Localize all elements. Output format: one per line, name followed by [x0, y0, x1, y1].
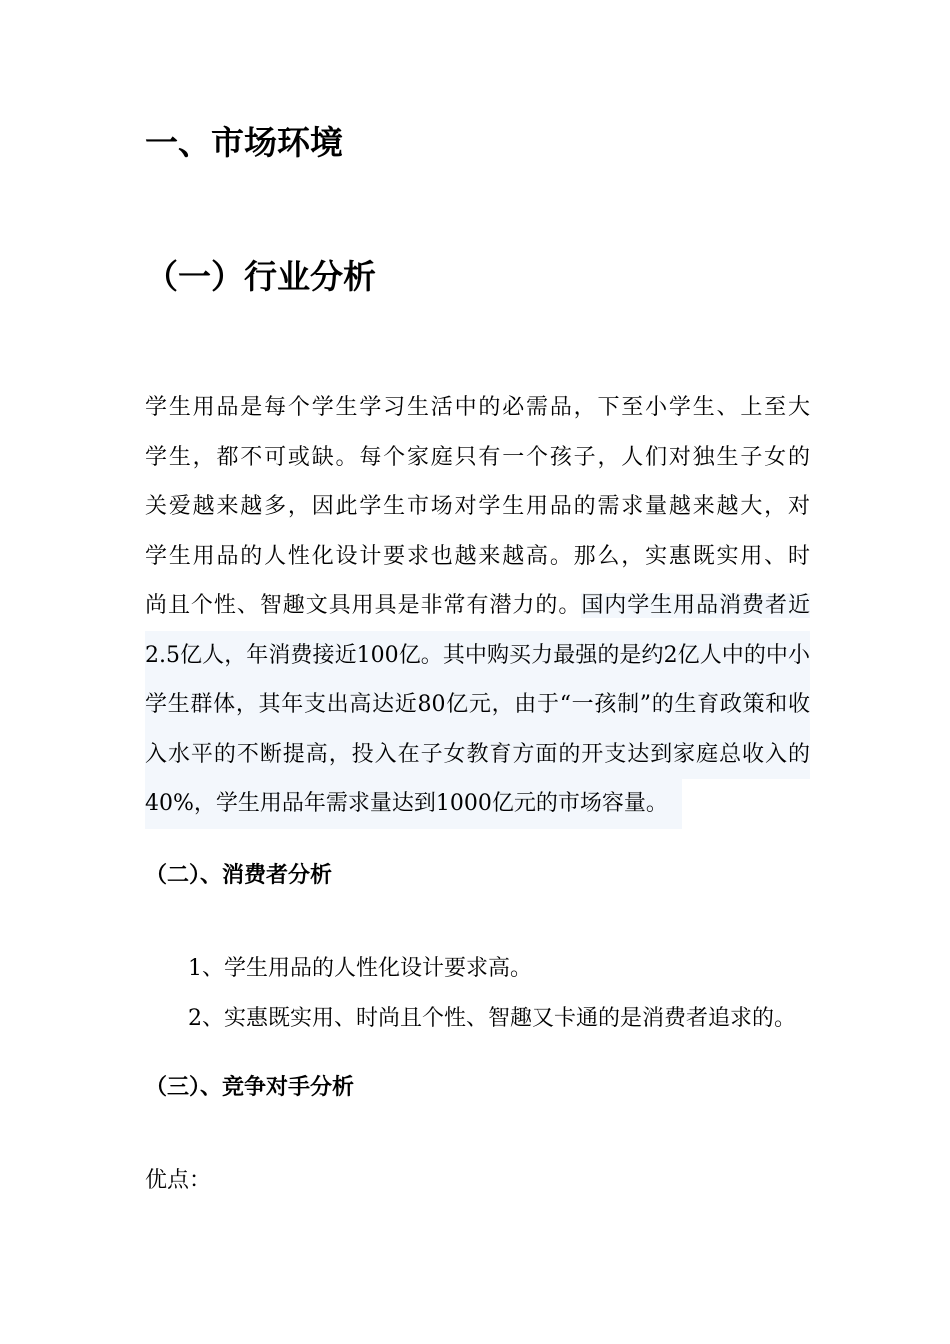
paragraph-line: 学生用品的人性化设计要求也越来越高。那么，实惠既实用、时: [145, 543, 810, 569]
consumer-item: 1、学生用品的人性化设计要求高。: [188, 956, 532, 981]
heading-market-environment: 一、市场环境: [145, 123, 343, 162]
industry-paragraph: [145, 383, 810, 829]
heading-industry-analysis: （一）行业分析: [145, 257, 376, 296]
heading-consumer-analysis: （二）、消费者分析: [145, 863, 333, 888]
paragraph-line-highlighted: 入水平的不断提高，投入在子女教育方面的开支达到家庭总收入的: [145, 730, 810, 780]
paragraph-line: 学生用品是每个学生学习生活中的必需品，下至小学生、上至大: [145, 395, 810, 420]
consumer-item: 2、实惠既实用、时尚且个性、智趣又卡通的是消费者追求的。: [188, 1006, 796, 1031]
paragraph-line-highlighted: 2.5亿人，年消费接近100亿。其中购买力最强的是约2亿人中的中小: [145, 631, 810, 681]
paragraph-segment: 尚且个性、智趣文具用具是非常有潜力的。: [145, 593, 582, 618]
paragraph-line-highlighted: [145, 779, 810, 829]
highlighted-segment: 40%，学生用品年需求量达到1000亿元的市场容量。: [145, 779, 682, 829]
advantages-label: 优点：: [145, 1168, 212, 1193]
paragraph-line-highlighted: 学生群体，其年支出高达近80亿元，由于“一孩制”的生育政策和收: [145, 680, 810, 730]
heading-competitor-analysis: （三）、竞争对手分析: [145, 1075, 355, 1100]
paragraph-line: [145, 581, 810, 631]
paragraph-line: 学生，都不可或缺。每个家庭只有一个孩子，人们对独生子女的: [145, 444, 810, 470]
highlighted-segment: 国内学生用品消费者近: [581, 593, 810, 618]
paragraph-line: 关爱越来越多，因此学生市场对学生用品的需求量越来越大，对: [145, 494, 810, 519]
